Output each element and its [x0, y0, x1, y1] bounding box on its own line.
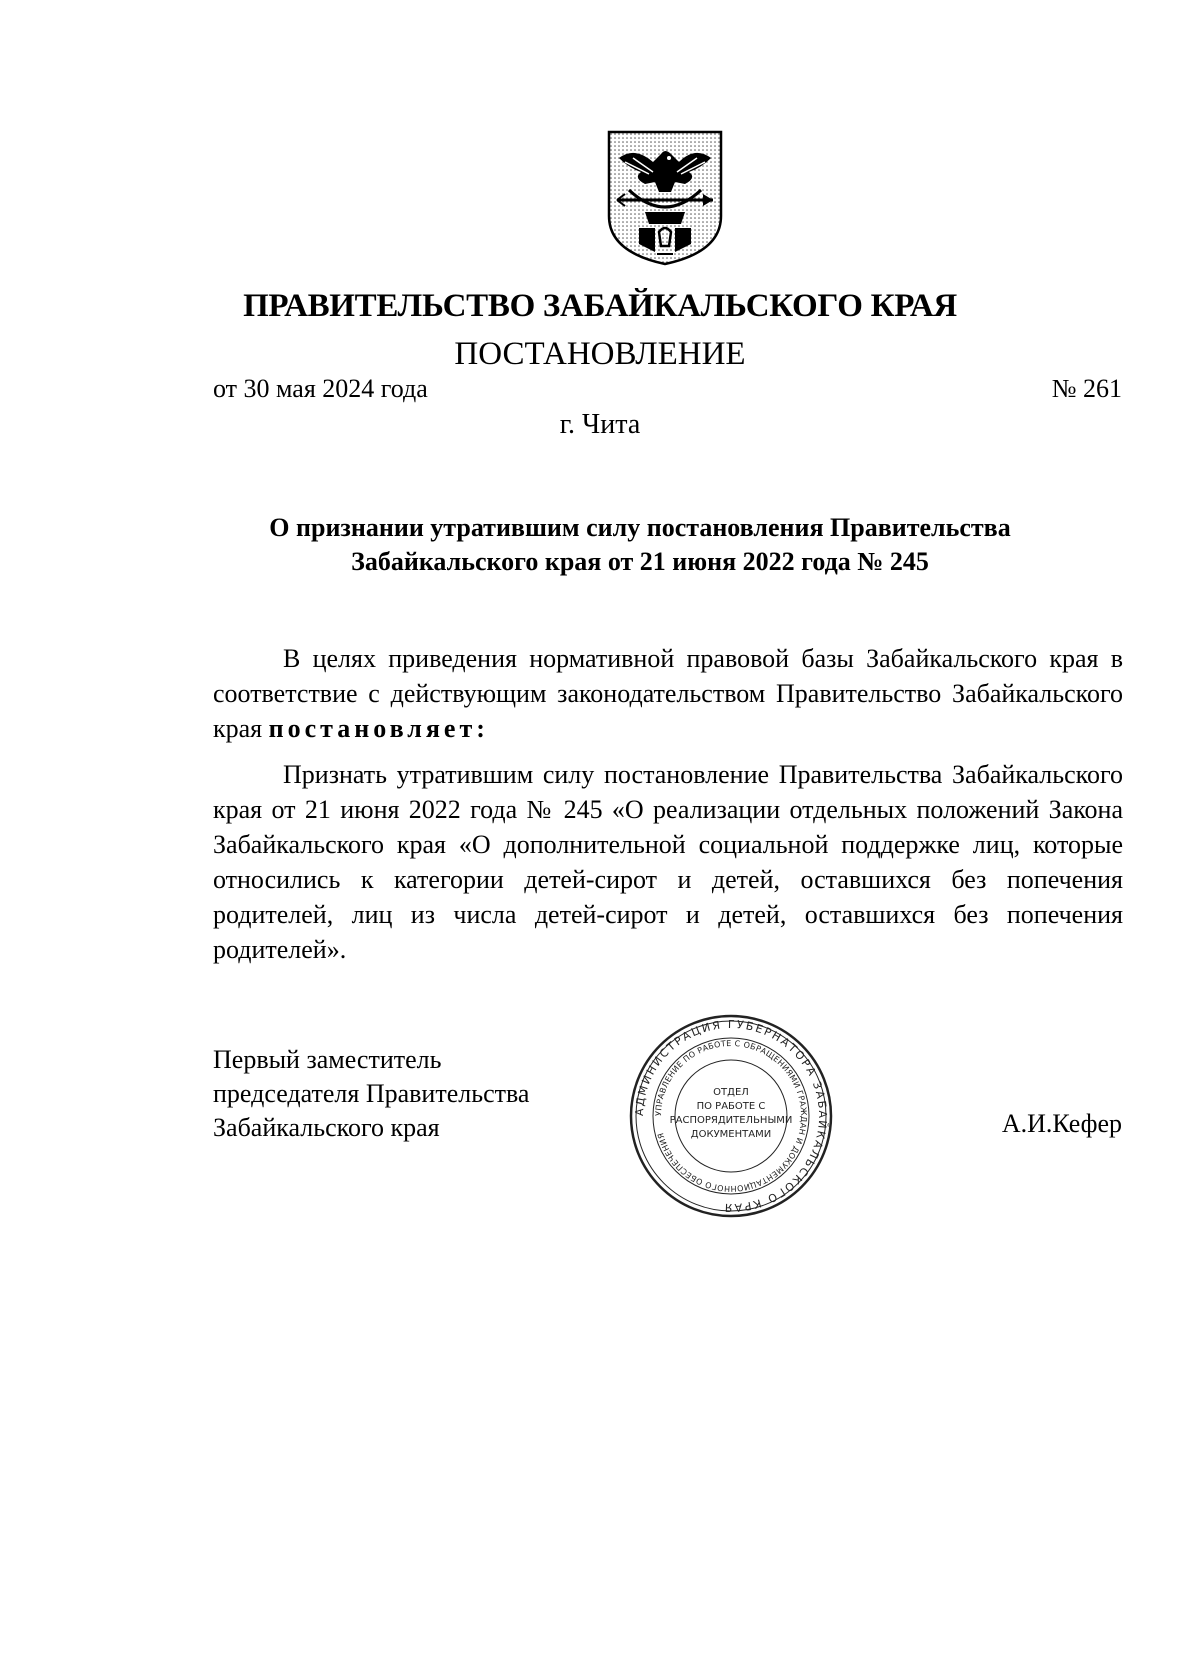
- document-city: г. Чита: [559, 409, 641, 440]
- signer-position-line-3: Забайкальского края: [213, 1113, 440, 1142]
- document-number: № 261: [1051, 374, 1122, 403]
- heading-line-1: О признании утратившим силу постановления Правительства: [269, 513, 1011, 542]
- stamp-inner-text: УПРАВЛЕНИЕ ПО РАБОТЕ С ОБРАЩЕНИЯМИ ГРАЖДАН И ДОКУМЕНТАЦИОННОГО ОБЕСПЕЧЕНИЯ: [653, 1038, 809, 1194]
- government-title: ПРАВИТЕЛЬСТВО ЗАБАЙКАЛЬСКОГО КРАЯ: [243, 288, 957, 324]
- coat-of-arms-icon: [605, 128, 725, 268]
- preamble-paragraph: [213, 641, 1123, 746]
- resolves-word: постановляет:: [268, 714, 489, 743]
- signer-position-line-1: Первый заместитель: [213, 1045, 442, 1074]
- heading-line-2: Забайкальского края от 21 июня 2022 года № 245: [351, 547, 929, 576]
- stamp-center-line-2: ПО РАБОТЕ С: [696, 1101, 766, 1112]
- document-heading: [200, 511, 1080, 579]
- signer-position: [213, 1043, 529, 1145]
- stamp-outer-text: АДМИНИСТРАЦИЯ ГУБЕРНАТОРА ЗАБАЙКАЛЬСКОГО КРАЯ: [632, 1017, 830, 1215]
- decision-paragraph: Признать утратившим силу постановление Правительства Забайкальского края от 21 июня 2022 года № 245 «О реализации отдельных положений Закона Забайкальского края «О дополнительной социальной поддержке лиц, которые относились к категории детей-сирот и детей, оставшихся без попечения родителей, лиц из числа детей-сирот и детей, оставшихся без попечения родителей».: [213, 760, 1123, 964]
- signer-position-line-2: председателя Правительства: [213, 1079, 530, 1108]
- stamp-center-line-3: РАСПОРЯДИТЕЛЬНЫМИ: [669, 1115, 793, 1126]
- document-date: от 30 мая 2024 года: [213, 374, 428, 403]
- preamble-text: В целях приведения нормативной правовой базы Забайкальского края в соответствие с действующим законодательством Правительство Забайкальского края: [213, 644, 1123, 743]
- stamp-center-line-1: ОТДЕЛ: [713, 1087, 749, 1098]
- signer-name: А.И.Кефер: [1001, 1109, 1122, 1138]
- stamp-center-line-4: ДОКУМЕНТАМИ: [690, 1129, 772, 1140]
- official-stamp: [626, 1011, 836, 1221]
- document-type: ПОСТАНОВЛЕНИЕ: [454, 336, 746, 372]
